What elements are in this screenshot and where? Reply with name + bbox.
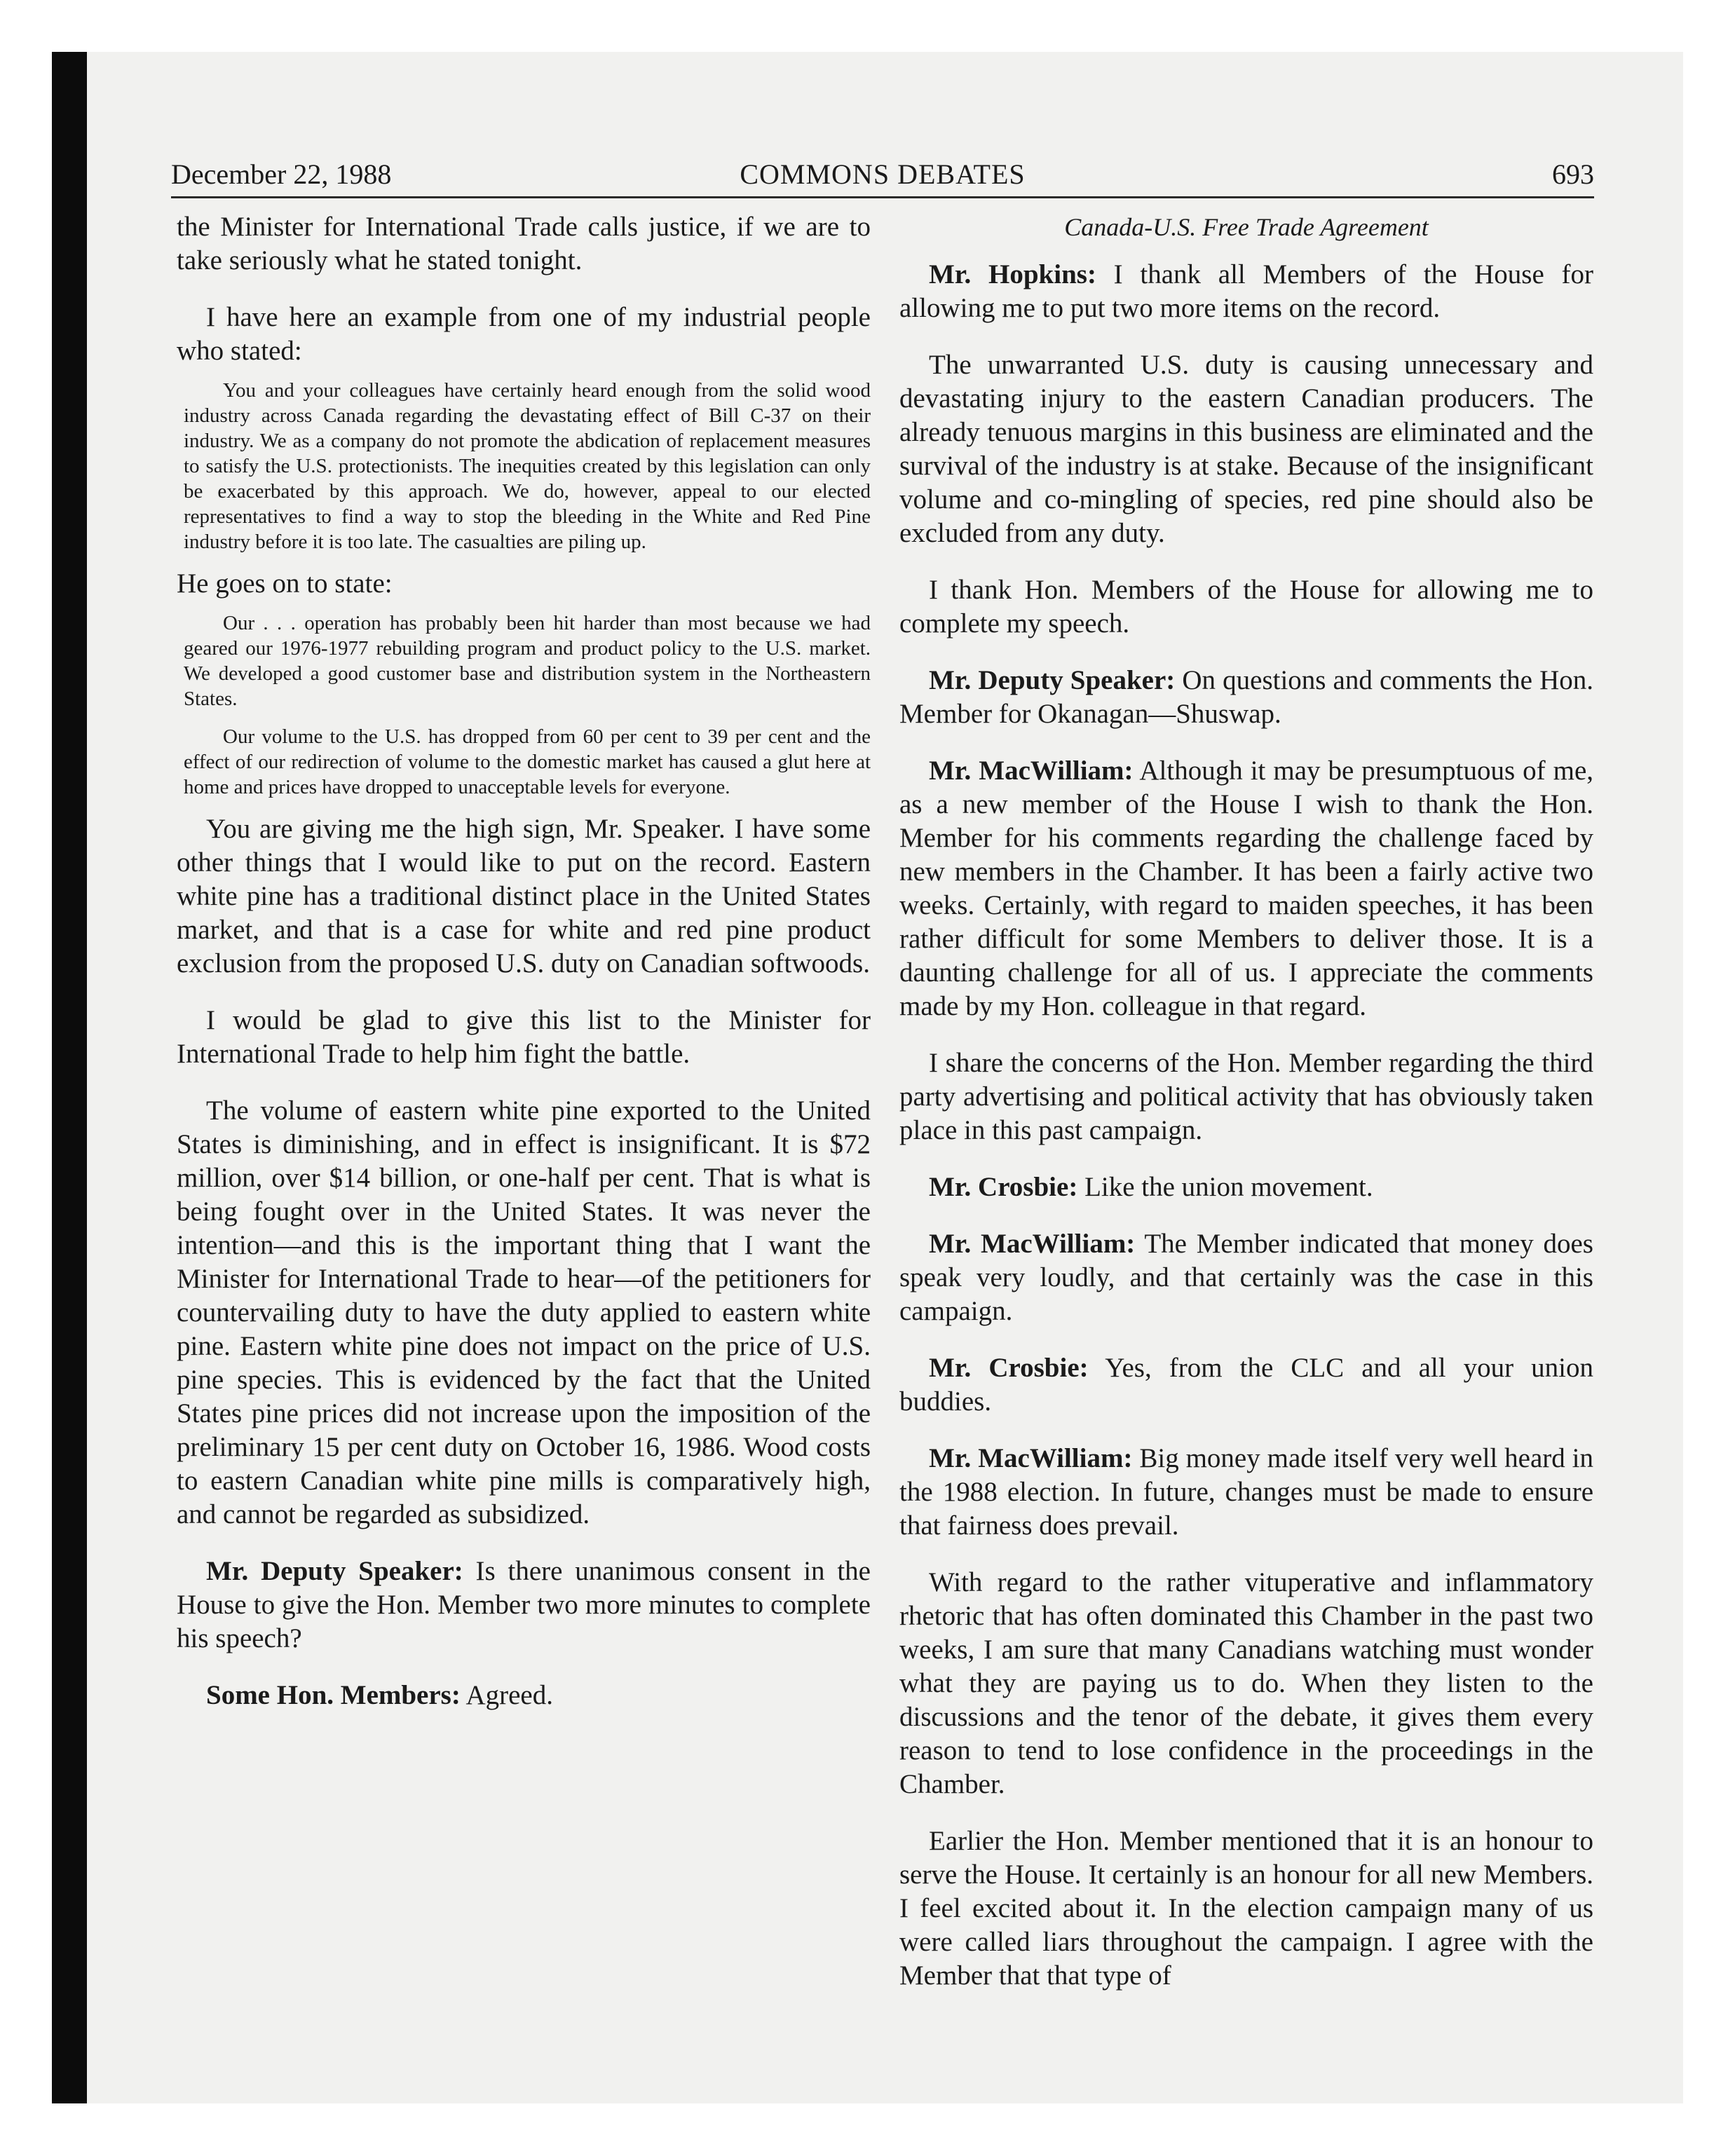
paragraph: Earlier the Hon. Member mentioned that it is an honour to serve the House. It certainly is an honour for all new Members. I feel excited about it. In the election campaign many of us were called liars throughout the campaign. I agree with the Member that that type of bbox=[899, 1826, 1593, 1991]
page-header bbox=[171, 157, 1594, 198]
speech-text: I thank all Members of the House for allowing me to put two more items on the record. bbox=[899, 259, 1593, 323]
paragraph: The unwarranted U.S. duty is causing unnecessary and devastating injury to the eastern Canadian producers. The already tenuous margins in this business are eliminated and the survival of the industry is at stake. Because of the insignificant volume and co-mingling of species, red pine should also be excluded from any duty. bbox=[899, 350, 1593, 548]
paragraph: the Minister for International Trade calls justice, if we are to take seriously what he stated tonight. bbox=[177, 212, 871, 275]
block-quote: Our volume to the U.S. has dropped from 60 per cent to 39 per cent and the effect of our redirection of volume to the domestic market has caused a glut here at home and prices have dropped to unacceptable levels for everyone. bbox=[184, 725, 871, 798]
header-publication: COMMONS DEBATES bbox=[740, 158, 1026, 190]
section-subtitle: Canada-U.S. Free Trade Agreement bbox=[1064, 213, 1429, 241]
header-page-number: 693 bbox=[1552, 158, 1594, 190]
speech-text: The Member indicated that money does speak very loudly, and that certainly was the case in this campaign. bbox=[899, 1229, 1593, 1326]
speaker-name: Mr. Deputy Speaker: bbox=[929, 665, 1176, 695]
scan-edge-shadow bbox=[52, 52, 87, 2103]
speech-paragraph bbox=[177, 1679, 871, 1712]
paragraph: I thank Hon. Members of the House for allowing me to complete my speech. bbox=[899, 575, 1593, 639]
speech-paragraph bbox=[899, 258, 1593, 325]
speech-text: Although it may be presumptuous of me, as a new member of the House I wish to thank the Hon. Member for his comments regarding the challenge faced by new members in the Chamber. It has been a fairly active two weeks. Certainly, with regard to maiden speeches, it has been rather difficult for some Members to deliver those. It is a daunting challenge for all of us. I appreciate the comments made by my Hon. colleague in that regard. bbox=[899, 756, 1594, 1021]
paragraph: I share the concerns of the Hon. Member regarding the third party advertising and political activity that has obviously taken place in this past campaign. bbox=[899, 1048, 1593, 1145]
speaker-name: Mr. Crosbie: bbox=[929, 1172, 1078, 1202]
paragraph: I would be glad to give this list to the Minister for International Trade to help him fight the battle. bbox=[177, 1005, 871, 1069]
right-column bbox=[899, 210, 1593, 2016]
speech-paragraph bbox=[177, 1555, 871, 1656]
speech-paragraph bbox=[899, 754, 1593, 1023]
speaker-name: Mr. MacWilliam: bbox=[929, 1443, 1133, 1473]
speech-paragraph bbox=[899, 664, 1593, 731]
speech-paragraph bbox=[899, 1442, 1593, 1543]
paragraph: He goes on to state: bbox=[177, 568, 393, 599]
speech-paragraph bbox=[899, 1351, 1593, 1419]
speaker-name: Mr. MacWilliam: bbox=[929, 1229, 1136, 1259]
paragraph: I have here an example from one of my industrial people who stated: bbox=[177, 302, 871, 366]
speech-text: Like the union movement. bbox=[1077, 1172, 1373, 1202]
speech-text: On questions and comments the Hon. Member for Okanagan—Shuswap. bbox=[899, 665, 1593, 729]
speaker-name: Some Hon. Members: bbox=[206, 1680, 461, 1710]
paragraph: With regard to the rather vituperative and inflammatory rhetoric that has often dominated this Chamber in the past two weeks, I am sure that many Canadians watching must wonder what they are paying us to do. When they listen to the discussions and the tenor of the debate, it gives them every reason to tend to lose confidence in the proceedings in the Chamber. bbox=[899, 1567, 1593, 1799]
speech-text: Is there unanimous consent in the House to give the Hon. Member two more minutes to complete his speech? bbox=[177, 1556, 871, 1653]
speech-text: Yes, from the CLC and all your union buddies. bbox=[899, 1353, 1594, 1417]
block-quote: Our . . . operation has probably been hit harder than most because we had geared our 1976-1977 rebuilding program and product policy to the U.S. market. We developed a good customer base and distribution system in the Northeastern States. bbox=[184, 612, 871, 710]
left-column bbox=[177, 210, 871, 1735]
block-quote: You and your colleagues have certainly heard enough from the solid wood industry across Canada regarding the devastating effect of Bill C-37 on their industry. We as a company do not promote the abdication of replacement measures to satisfy the U.S. protectionists. The inequities created by this legislation can only be exacerbated by this approach. We do, however, appeal to our elected representatives to find a way to stop the bleeding in the White and Red Pine industry before it is too late. The casualties are piling up. bbox=[184, 379, 871, 553]
speaker-name: Mr. Crosbie: bbox=[929, 1353, 1089, 1383]
speech-paragraph bbox=[899, 1227, 1593, 1328]
speaker-name: Mr. MacWilliam: bbox=[929, 756, 1134, 786]
speech-text: Agreed. bbox=[460, 1680, 553, 1710]
header-date: December 22, 1988 bbox=[171, 158, 392, 190]
paragraph: You are giving me the high sign, Mr. Speaker. I have some other things that I would like to put on the record. Eastern white pine has a traditional distinct place in the United States market, and that is a case for white and red pine product exclusion from the proposed U.S. duty on Canadian softwoods. bbox=[177, 814, 871, 978]
speech-text: Big money made itself very well heard in the 1988 election. In future, changes must be made to ensure that fairness does prevail. bbox=[899, 1443, 1593, 1541]
speech-paragraph bbox=[899, 1171, 1593, 1204]
paragraph: The volume of eastern white pine exported to the United States is diminishing, and in effect is insignificant. It is $72 million, over $14 billion, or one-half per cent. That is what is being fought over in the United States. It was never the intention—and this is the important thing that I want the Minister for International Trade to hear—of the petitioners for countervailing duty to have the duty applied to eastern white pine. Eastern white pine does not impact on the price of U.S. pine species. This is evidenced by the fact that the United States pine prices did not increase upon the imposition of the preliminary 15 per cent duty on October 16, 1986. Wood costs to eastern Canadian white pine mills is comparatively high, and cannot be regarded as subsidized. bbox=[177, 1096, 871, 1529]
speaker-name: Mr. Hopkins: bbox=[929, 259, 1096, 289]
speaker-name: Mr. Deputy Speaker: bbox=[206, 1556, 463, 1586]
